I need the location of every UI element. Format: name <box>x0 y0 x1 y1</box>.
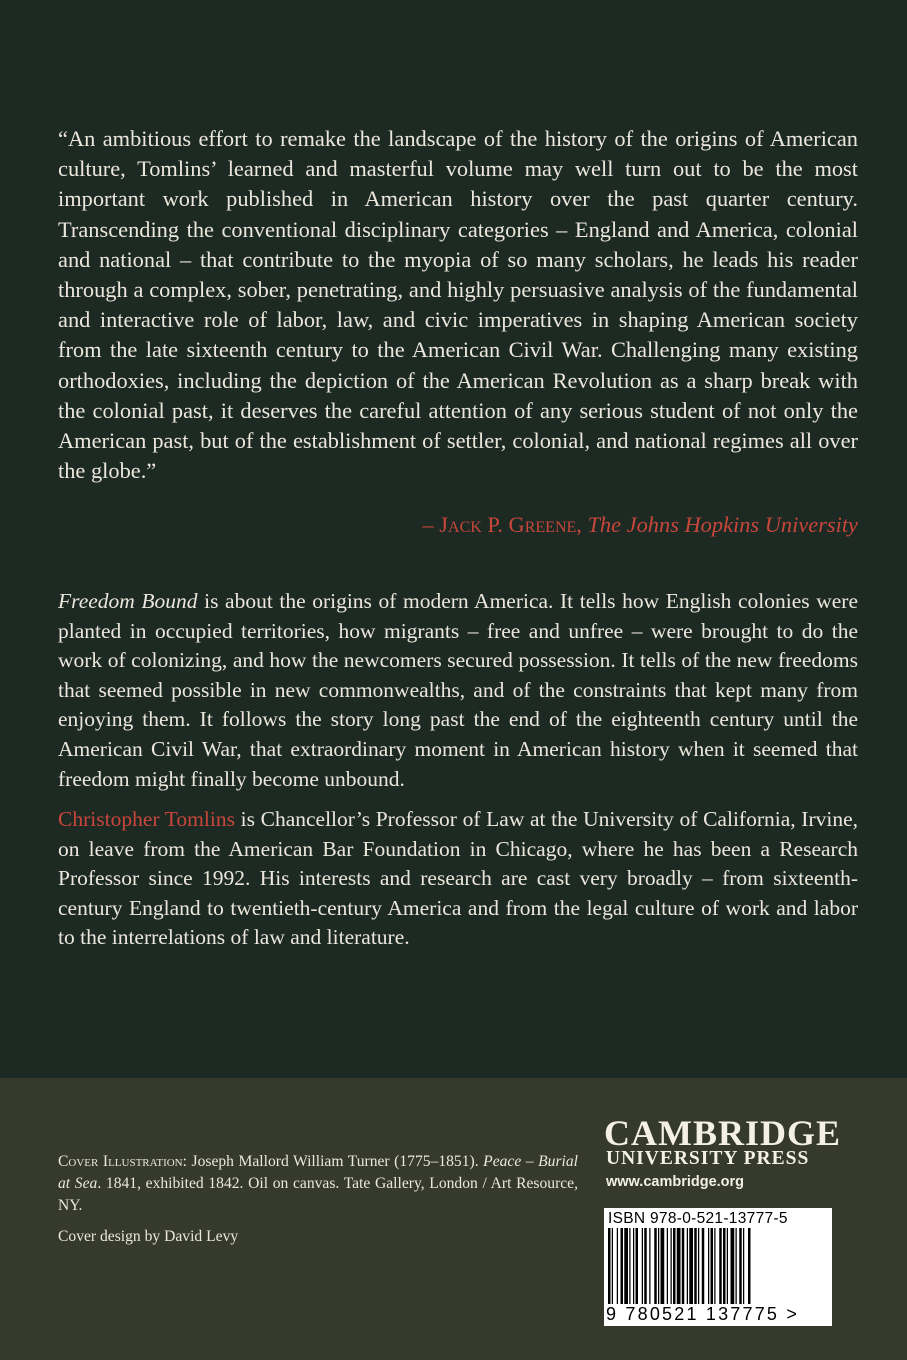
description-text: is about the origins of modern America. It tells how English colonies were planted in occupied territories, how migrants – free and unfree – were brought to do the work of colonizing, and how the newcomers secured possession. It tells of the new freedoms that seemed possible in new commonwealths, and of the constraints that kept many from enjoying them. It follows the story long past the end of the eighteenth century until the American Civil War, that extraordinary moment in American history when it seemed that freedom might finally become unbound. <box>58 589 858 791</box>
cover-design-credit: Cover design by David Levy <box>58 1228 239 1245</box>
bio-text: is Chancellor’s Professor of Law at the University of California, Irvine, on leave from the American Bar Foundation in Chicago, where he has been a Research Professor since 1992. His interests and research are cast very broadly – from sixteenth-century England to twentieth-century America and from the legal culture of work and labor to the interrelations of law and literature. <box>58 807 858 950</box>
credit-details: . 1841, exhibited 1842. Oil on canvas. Tate Gallery, London / Art Resource, NY. <box>58 1174 578 1214</box>
book-title: Freedom Bound <box>58 589 198 613</box>
barcode-icon <box>608 1228 828 1306</box>
credit-work-title: Peace – Burial at Sea <box>58 1153 578 1192</box>
endorsement-quote: “An ambitious effort to remake the landscape of the history of the origins of American culture, Tomlins’ learned and masterful volume may well turn out to be the most important work published in American history over the past quarter century. Transcending the conventional disciplinary categories – England and America, colonial and national – that contribute to the myopia of so many scholars, he leads his reader through a complex, sober, penetrating, and highly persuasive analysis of the fundamental and interactive role of labor, law, and civic imperatives in shaping American society from the late sixteenth century to the American Civil War. Challenging many existing orthodoxies, including the depiction of the American Revolution as a sharp break with the colonial past, it deserves the careful attention of any serious student of not only the American past, but of the establishment of settler, colonial, and national regimes all over the globe.” <box>58 126 858 484</box>
attribution-separator: , <box>576 512 588 537</box>
isbn-label: ISBN 978-0-521-13777-5 <box>608 1210 788 1227</box>
attribution-affiliation: The Johns Hopkins University <box>587 512 858 537</box>
author-bio <box>58 805 858 953</box>
credit-label: Cover Illustration <box>58 1153 183 1170</box>
endorsement-attribution <box>423 512 859 538</box>
book-description <box>58 587 858 794</box>
attribution-dash: – <box>422 512 440 537</box>
credit-artist: : Joseph Mallord William Turner (1775–1851). <box>182 1153 484 1170</box>
author-name: Christopher Tomlins <box>58 807 235 831</box>
cover-illustration-credit <box>58 1151 578 1216</box>
publisher-subtitle: UNIVERSITY PRESS <box>606 1148 810 1169</box>
barcode-digits: 9 780521 137775 > <box>606 1304 800 1324</box>
publisher-url: www.cambridge.org <box>606 1174 745 1190</box>
barcode-box <box>604 1208 832 1326</box>
attribution-name: Jack P. Greene <box>439 512 577 537</box>
publisher-name: CAMBRIDGE <box>604 1113 842 1153</box>
